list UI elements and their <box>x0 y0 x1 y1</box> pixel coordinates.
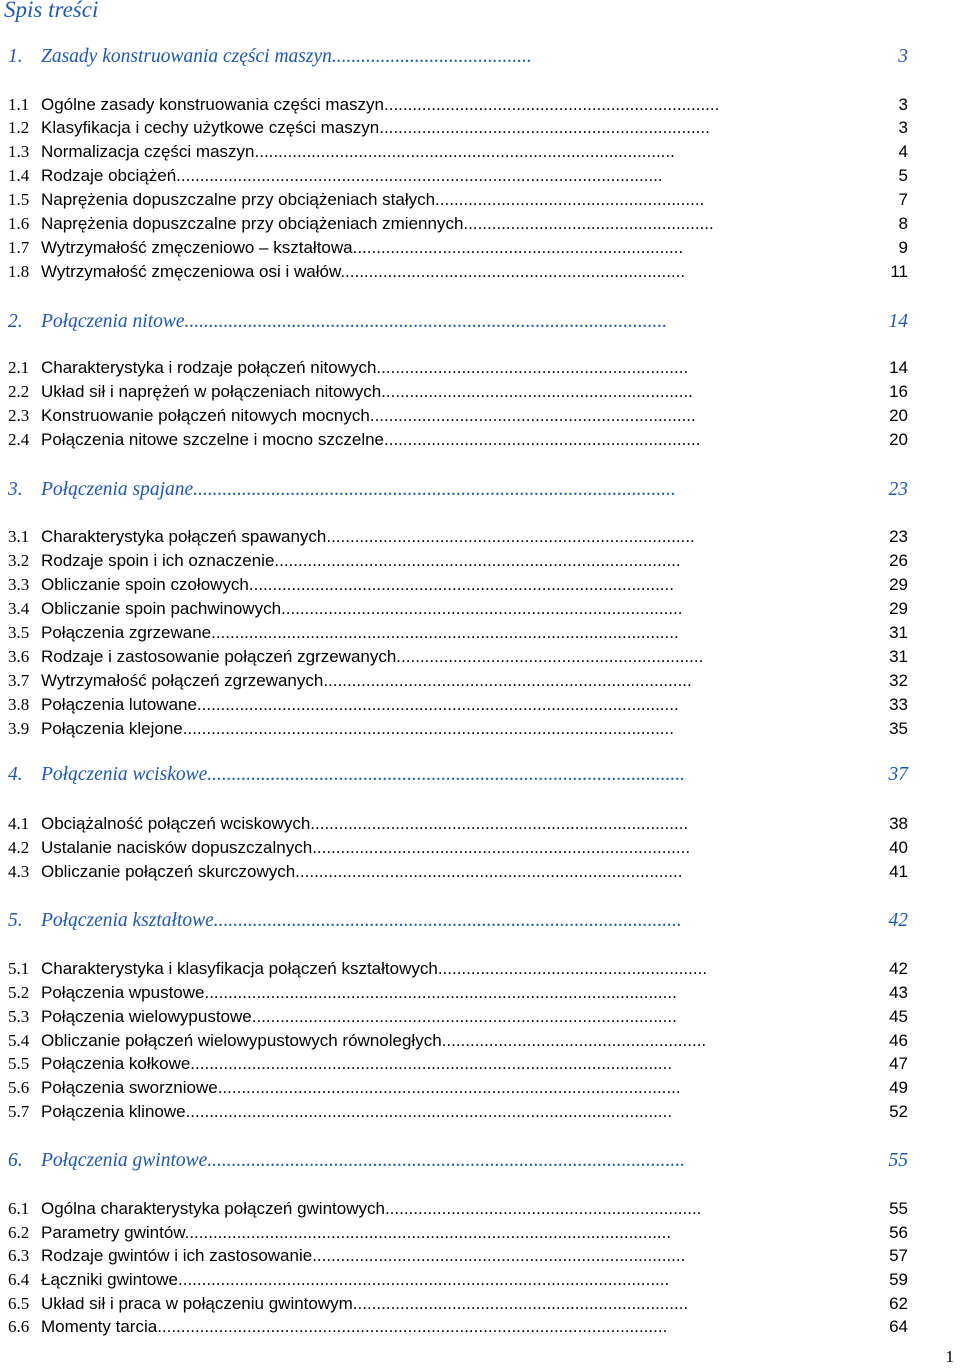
entry-title: Obciążalność połączeń wciskowych................................................................................ <box>41 814 689 833</box>
entry-number: 3.2 <box>8 551 30 570</box>
entry-number: 4.2 <box>8 838 30 857</box>
entry-title: Rodzaje obciążeń....................................................................................................... <box>41 166 663 185</box>
entry-title: Połączenia spajane................................................................................................... <box>41 479 676 500</box>
entry-page-number: 62 <box>889 1294 908 1313</box>
entry-page-number: 5 <box>898 166 908 185</box>
entry-number: 2.4 <box>8 430 30 449</box>
page-number: 1 <box>945 1347 954 1366</box>
toc-section-entry[interactable] <box>8 95 908 119</box>
entry-number: 6.4 <box>8 1270 30 1289</box>
toc-section-entry[interactable] <box>8 599 908 623</box>
entry-number: 3.7 <box>8 671 30 690</box>
entry-number: 2.3 <box>8 406 30 425</box>
toc-section-entry[interactable] <box>8 238 908 262</box>
toc-section-entry[interactable] <box>8 118 908 142</box>
entry-title: Połączenia wielowypustowe.......................................................................................... <box>41 1007 677 1026</box>
toc-section-entry[interactable] <box>8 983 908 1007</box>
entry-number: 1.7 <box>8 238 30 257</box>
entry-number: 6.2 <box>8 1223 30 1242</box>
toc-section-entry[interactable] <box>8 1270 908 1294</box>
entry-title: Połączenia nitowe szczelne i mocno szczelne................................................................... <box>41 430 701 449</box>
entry-number: 6.6 <box>8 1317 30 1336</box>
entry-page-number: 40 <box>889 838 908 857</box>
toc-section-entry[interactable] <box>8 527 908 551</box>
entry-page-number: 3 <box>898 46 908 67</box>
entry-title: Połączenia zgrzewane................................................................................................... <box>41 623 679 642</box>
entry-page-number: 26 <box>889 551 908 570</box>
entry-page-number: 32 <box>889 671 908 690</box>
toc-chapter-entry[interactable] <box>8 1150 908 1174</box>
entry-title: Układ sił i naprężeń w połączeniach nitowych.................................................................. <box>41 382 693 401</box>
entry-title: Charakterystyka i rodzaje połączeń nitowych.................................................................. <box>41 358 689 377</box>
toc-section-entry[interactable] <box>8 1317 908 1341</box>
entry-number: 5.5 <box>8 1054 30 1073</box>
entry-title: Połączenia kołkowe...................................................................................................... <box>41 1054 673 1073</box>
entry-page-number: 45 <box>889 1007 908 1026</box>
entry-title: Układ sił i praca w połączeniu gwintowym....................................................................... <box>41 1294 689 1313</box>
entry-page-number: 52 <box>889 1102 908 1121</box>
entry-page-number: 14 <box>889 358 908 377</box>
entry-title: Połączenia klinowe....................................................................................................... <box>41 1102 673 1121</box>
toc-section-entry[interactable] <box>8 1031 908 1055</box>
toc-section-entry[interactable] <box>8 695 908 719</box>
entry-title: Połączenia nitowe................................................................................................... <box>41 311 668 332</box>
entry-title: Wytrzymałość zmęczeniowa osi i wałów......................................................................... <box>41 262 686 281</box>
toc-section-entry[interactable] <box>8 1054 908 1078</box>
entry-title: Klasyfikacja i cechy użytkowe części maszyn...................................................................... <box>41 118 710 137</box>
entry-title: Połączenia kształtowe................................................................................................ <box>41 910 682 931</box>
entry-number: 1.4 <box>8 166 30 185</box>
entry-title: Obliczanie połączeń wielowypustowych równoległych........................................................ <box>41 1031 707 1050</box>
toc-section-entry[interactable] <box>8 406 908 430</box>
entry-number: 2.1 <box>8 358 30 377</box>
entry-page-number: 31 <box>889 647 908 666</box>
entry-page-number: 59 <box>889 1270 908 1289</box>
toc-section-entry[interactable] <box>8 382 908 406</box>
entry-number: 6.1 <box>8 1199 30 1218</box>
entry-number: 3.8 <box>8 695 30 714</box>
entry-number: 4.1 <box>8 814 30 833</box>
entry-page-number: 43 <box>889 983 908 1002</box>
toc-section-entry[interactable] <box>8 575 908 599</box>
entry-page-number: 20 <box>889 430 908 449</box>
toc-section-entry[interactable] <box>8 262 908 286</box>
entry-title: Obliczanie połączeń skurczowych.................................................................................. <box>41 862 683 881</box>
entry-title: Charakterystyka połączeń spawanych.............................................................................. <box>41 527 695 546</box>
toc-section-entry[interactable] <box>8 190 908 214</box>
toc-chapter-entry[interactable] <box>8 910 908 934</box>
entry-page-number: 29 <box>889 599 908 618</box>
entry-number: 6.5 <box>8 1294 30 1313</box>
entry-page-number: 4 <box>898 142 908 161</box>
entry-number: 4.3 <box>8 862 30 881</box>
entry-number: 1.3 <box>8 142 30 161</box>
toc-section-entry[interactable] <box>8 671 908 695</box>
toc-section-entry[interactable] <box>8 142 908 166</box>
entry-number: 3.1 <box>8 527 30 546</box>
entry-page-number: 57 <box>889 1246 908 1265</box>
entry-page-number: 8 <box>898 214 908 233</box>
entry-title: Połączenia wciskowe.................................................................................................. <box>41 764 686 785</box>
entry-number: 3.5 <box>8 623 30 642</box>
entry-number: 2. <box>8 311 23 332</box>
entry-title: Rodzaje i zastosowanie połączeń zgrzewanych................................................................. <box>41 647 704 666</box>
entry-title: Połączenia lutowane...................................................................................................... <box>41 695 679 714</box>
toc-section-entry[interactable] <box>8 1102 908 1126</box>
entry-page-number: 23 <box>889 527 908 546</box>
entry-title: Parametry gwintów....................................................................................................... <box>41 1223 672 1242</box>
toc-section-entry[interactable] <box>8 551 908 575</box>
entry-title: Zasady konstruowania części maszyn......................................... <box>41 46 532 67</box>
entry-page-number: 55 <box>889 1199 908 1218</box>
toc-section-entry[interactable] <box>8 430 908 454</box>
entry-number: 3. <box>8 479 23 500</box>
entry-page-number: 56 <box>889 1223 908 1242</box>
entry-page-number: 38 <box>889 814 908 833</box>
entry-page-number: 11 <box>890 262 908 281</box>
entry-number: 5.7 <box>8 1102 30 1121</box>
entry-title: Naprężenia dopuszczalne przy obciążeniach stałych......................................................... <box>41 190 705 209</box>
toc-section-entry[interactable] <box>8 1246 908 1270</box>
toc-chapter-entry[interactable] <box>8 479 908 503</box>
entry-number: 1.2 <box>8 118 30 137</box>
toc-section-entry[interactable] <box>8 214 908 238</box>
entry-number: 1.6 <box>8 214 30 233</box>
entry-title: Momenty tarcia............................................................................................................ <box>41 1317 668 1336</box>
toc-section-entry[interactable] <box>8 647 908 671</box>
toc-section-entry[interactable] <box>8 719 908 743</box>
entry-number: 1.8 <box>8 262 30 281</box>
toc-section-entry[interactable] <box>8 623 908 647</box>
toc-section-entry[interactable] <box>8 1199 908 1223</box>
entry-number: 6. <box>8 1150 23 1171</box>
entry-page-number: 41 <box>889 862 908 881</box>
toc-section-entry[interactable] <box>8 1078 908 1102</box>
entry-number: 5.3 <box>8 1007 30 1026</box>
entry-title: Charakterystyka i klasyfikacja połączeń kształtowych......................................................... <box>41 959 708 978</box>
entry-number: 3.6 <box>8 647 30 666</box>
toc-section-entry[interactable] <box>8 1007 908 1031</box>
entry-title: Normalizacja części maszyn......................................................................................... <box>41 142 675 161</box>
entry-number: 3.4 <box>8 599 30 618</box>
entry-title: Wytrzymałość połączeń zgrzewanych.............................................................................. <box>41 671 692 690</box>
entry-number: 5.2 <box>8 983 30 1002</box>
entry-page-number: 29 <box>889 575 908 594</box>
toc-section-entry[interactable] <box>8 862 908 886</box>
toc-section-entry[interactable] <box>8 1294 908 1318</box>
toc-title: Spis treści <box>4 0 99 22</box>
entry-page-number: 14 <box>888 311 908 332</box>
entry-title: Obliczanie spoin czołowych.......................................................................................... <box>41 575 674 594</box>
entry-page-number: 9 <box>898 238 908 257</box>
entry-number: 1.5 <box>8 190 30 209</box>
entry-page-number: 31 <box>889 623 908 642</box>
entry-number: 1. <box>8 46 23 67</box>
entry-page-number: 20 <box>889 406 908 425</box>
entry-title: Obliczanie spoin pachwinowych..................................................................................... <box>41 599 683 618</box>
toc-section-entry[interactable] <box>8 838 908 862</box>
entry-number: 3.3 <box>8 575 30 594</box>
entry-page-number: 16 <box>889 382 908 401</box>
entry-page-number: 7 <box>898 190 908 209</box>
toc-section-entry[interactable] <box>8 166 908 190</box>
entry-title: Ustalanie nacisków dopuszczalnych................................................................................ <box>41 838 691 857</box>
toc-chapter-entry[interactable] <box>8 311 908 335</box>
toc-section-entry[interactable] <box>8 959 908 983</box>
entry-number: 1.1 <box>8 95 30 114</box>
entry-number: 5. <box>8 910 23 931</box>
entry-page-number: 42 <box>888 910 908 931</box>
entry-page-number: 3 <box>898 118 908 137</box>
entry-title: Połączenia sworzniowe.................................................................................................. <box>41 1078 681 1097</box>
entry-title: Naprężenia dopuszczalne przy obciążeniach zmiennych..................................................... <box>41 214 714 233</box>
entry-page-number: 64 <box>889 1317 908 1336</box>
entry-title: Połączenia klejone........................................................................................................ <box>41 719 674 738</box>
entry-title: Ogólne zasady konstruowania części maszyn....................................................................... <box>41 95 720 114</box>
entry-title: Rodzaje gwintów i ich zastosowanie............................................................................... <box>41 1246 686 1265</box>
entry-title: Rodzaje spoin i ich oznaczenie...................................................................................... <box>41 551 681 570</box>
toc-chapter-entry[interactable] <box>8 46 908 70</box>
entry-number: 2.2 <box>8 382 30 401</box>
entry-title: Konstruowanie połączeń nitowych mocnych..................................................................... <box>41 406 696 425</box>
entry-title: Ogólna charakterystyka połączeń gwintowych................................................................... <box>41 1199 702 1218</box>
entry-number: 4. <box>8 764 23 785</box>
entry-page-number: 33 <box>889 695 908 714</box>
entry-number: 5.4 <box>8 1031 30 1050</box>
entry-title: Połączenia wpustowe.................................................................................................... <box>41 983 677 1002</box>
entry-page-number: 46 <box>889 1031 908 1050</box>
entry-page-number: 42 <box>889 959 908 978</box>
toc-section-entry[interactable] <box>8 814 908 838</box>
entry-number: 3.9 <box>8 719 30 738</box>
entry-number: 5.1 <box>8 959 30 978</box>
entry-title: Wytrzymałość zmęczeniowo – kształtowa...................................................................... <box>41 238 684 257</box>
entry-title: Połączenia gwintowe.................................................................................................. <box>41 1150 686 1171</box>
toc-chapter-entry[interactable] <box>8 764 908 788</box>
entry-page-number: 49 <box>889 1078 908 1097</box>
entry-title: Łączniki gwintowe........................................................................................................ <box>41 1270 670 1289</box>
entry-number: 5.6 <box>8 1078 30 1097</box>
entry-number: 6.3 <box>8 1246 30 1265</box>
entry-page-number: 3 <box>898 95 908 114</box>
toc-section-entry[interactable] <box>8 1223 908 1247</box>
entry-page-number: 37 <box>888 764 908 785</box>
toc-section-entry[interactable] <box>8 358 908 382</box>
entry-page-number: 47 <box>889 1054 908 1073</box>
entry-page-number: 23 <box>888 479 908 500</box>
entry-page-number: 55 <box>888 1150 908 1171</box>
entry-page-number: 35 <box>889 719 908 738</box>
